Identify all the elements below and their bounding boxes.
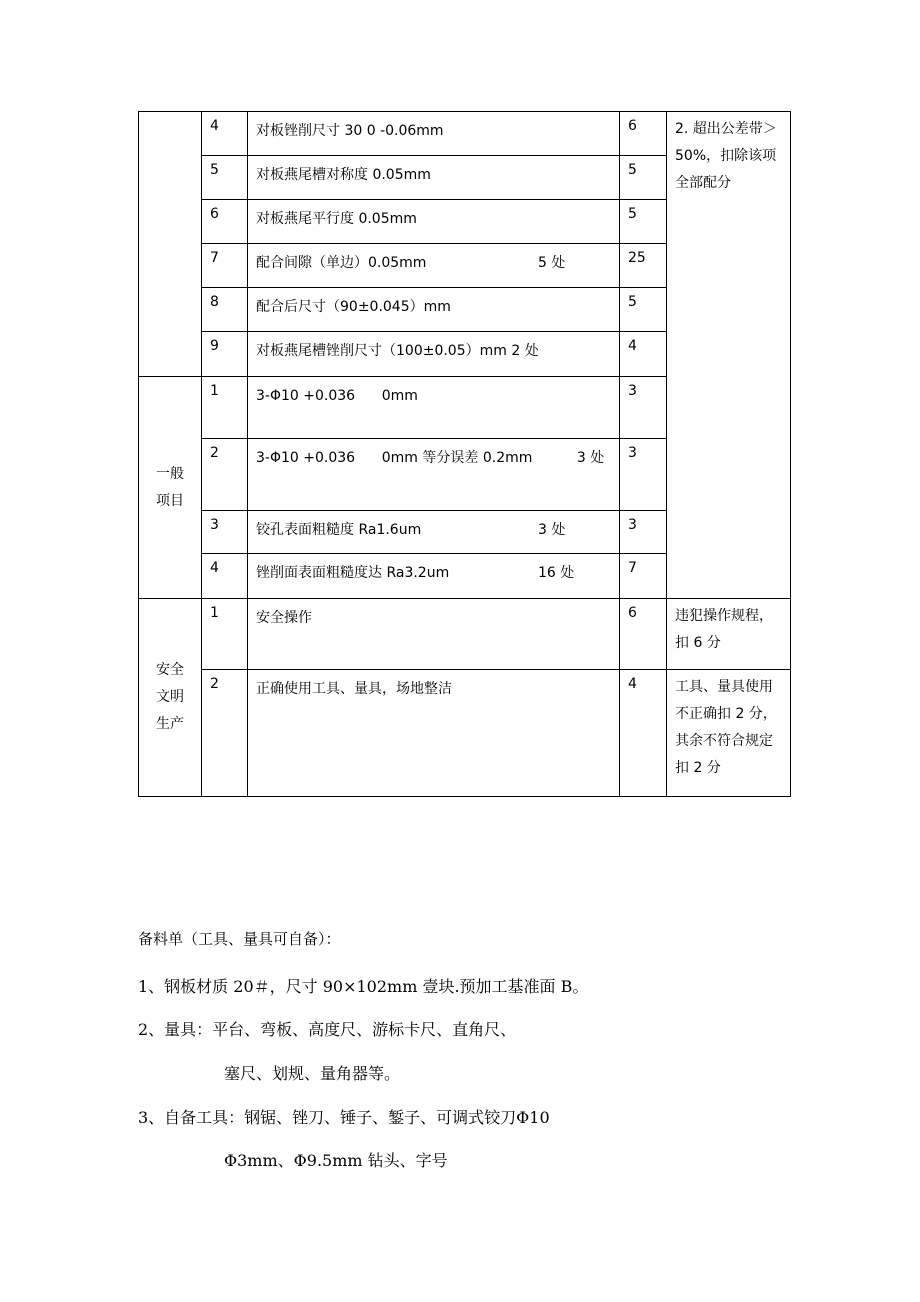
deduction-rule: 违犯操作规程，扣 6 分: [667, 599, 791, 670]
materials-line-3b: Φ3mm、Φ9.5mm 钻头、字号: [224, 1151, 448, 1170]
item-score: 5: [620, 156, 667, 200]
item-description: 3-Φ10 +0.036 0mm 等分误差 0.2mm 3 处: [248, 439, 620, 511]
item-description: 对板锉削尺寸 30 0 -0.06mm: [248, 112, 620, 156]
item-number: 3: [202, 511, 248, 554]
item-description: 铰孔表面粗糙度 Ra1.6um: [256, 522, 422, 538]
deduction-rule: 2. 超出公差带＞50%，扣除该项全部配分: [667, 112, 791, 599]
item-score: 6: [620, 599, 667, 670]
category-general: 一般 项目: [139, 377, 202, 599]
item-number: 2: [202, 439, 248, 511]
item-number: 4: [202, 554, 248, 599]
scoring-table: [138, 111, 791, 797]
item-number: 4: [202, 112, 248, 156]
item-description: 对板燕尾槽锉削尺寸（100±0.05）mm 2 处: [248, 332, 620, 377]
item-score: 6: [620, 112, 667, 156]
materials-line-2b: 塞尺、划规、量角器等。: [224, 1064, 401, 1083]
materials-line-2: 2、量具：平台、弯板、高度尺、游标卡尺、直角尺、: [138, 1020, 517, 1039]
item-number: 1: [202, 377, 248, 439]
deduction-rule: 工具、量具使用不正确扣 2 分，其余不符合规定扣 2 分: [667, 670, 791, 797]
item-number: 6: [202, 200, 248, 244]
item-description: 3-Φ10 +0.036 0mm: [248, 377, 620, 439]
item-count: 5 处: [538, 255, 566, 271]
item-description: 安全操作: [248, 599, 620, 670]
item-number: 5: [202, 156, 248, 200]
category-cell: [139, 112, 202, 377]
item-description: 配合间隙（单边）0.05mm: [256, 255, 427, 271]
item-number: 7: [202, 244, 248, 288]
item-count: 16 处: [538, 565, 575, 581]
item-score: 4: [620, 670, 667, 797]
materials-title: 备料单（工具、量具可自备）：: [138, 930, 341, 948]
item-number: 8: [202, 288, 248, 332]
item-number: 1: [202, 599, 248, 670]
category-safety: 安全 文明 生产: [139, 599, 202, 797]
item-description-cell: [248, 511, 620, 554]
item-description: 对板燕尾槽对称度 0.05mm: [248, 156, 620, 200]
item-description: 配合后尺寸（90±0.045）mm: [248, 288, 620, 332]
materials-line-1: 1、钢板材质 20＃，尺寸 90×102mm 壹块.预加工基准面 B。: [138, 977, 589, 996]
table-row: [139, 599, 791, 670]
table-row: [139, 670, 791, 797]
item-description: 对板燕尾平行度 0.05mm: [248, 200, 620, 244]
item-score: 4: [620, 332, 667, 377]
item-score: 5: [620, 288, 667, 332]
item-score: 7: [620, 554, 667, 599]
table-row: [139, 112, 791, 156]
item-description-cell: [248, 554, 620, 599]
item-score: 25: [620, 244, 667, 288]
item-score: 5: [620, 200, 667, 244]
item-description: 正确使用工具、量具，场地整洁: [248, 670, 620, 797]
item-description: 锉削面表面粗糙度达 Ra3.2um: [256, 565, 450, 581]
materials-line-3: 3、自备工具：钢锯、锉刀、锤子、錾子、可调式铰刀Φ10: [138, 1108, 550, 1127]
item-score: 3: [620, 439, 667, 511]
item-score: 3: [620, 511, 667, 554]
item-number: 9: [202, 332, 248, 377]
item-description-cell: [248, 244, 620, 288]
item-count: 3 处: [538, 522, 566, 538]
item-score: 3: [620, 377, 667, 439]
item-number: 2: [202, 670, 248, 797]
